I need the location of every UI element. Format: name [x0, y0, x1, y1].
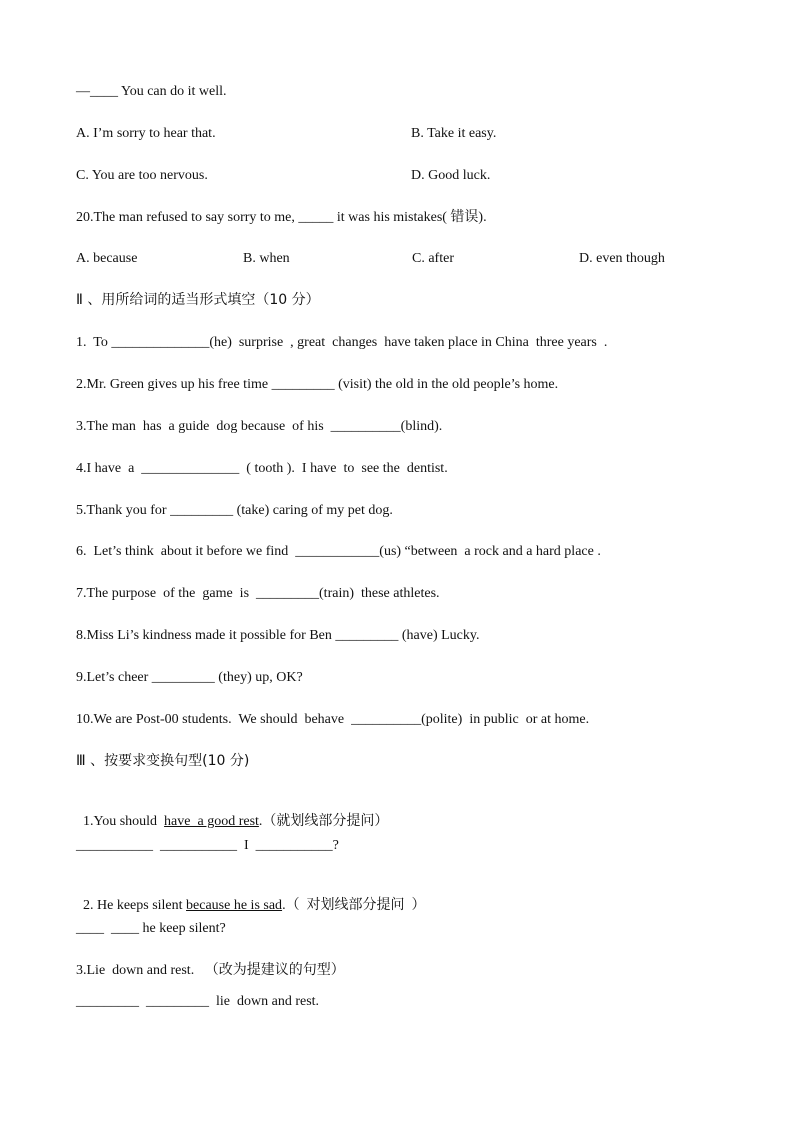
- section3-q2-post: .（ 对划线部分提问 ）: [282, 898, 426, 913]
- section2-item-1: 1. To ______________(he) surprise , great changes have taken place in China three years .: [76, 335, 608, 350]
- section3-q3-answer: _________ _________ lie down and rest.: [76, 994, 320, 1009]
- section3-q1: [76, 795, 388, 831]
- section3-q1-answer: ___________ ___________ I ___________?: [76, 838, 339, 853]
- q19-response: —____ You can do it well.: [76, 84, 227, 99]
- q20-option-c: C. after: [412, 251, 454, 266]
- q20-option-b: B. when: [243, 251, 290, 266]
- q20-stem: 20.The man refused to say sorry to me, _____ it was his mistakes( 错误).: [76, 210, 487, 225]
- section2-item-2: 2.Mr. Green gives up his free time _________ (visit) the old in the old people’s home.: [76, 377, 559, 392]
- section2-item-5: 5.Thank you for _________ (take) caring of my pet dog.: [76, 503, 393, 518]
- section3-q1-underlined: have a good rest: [164, 814, 259, 829]
- q19-option-b: B. Take it easy.: [411, 126, 497, 141]
- section3-q2-underlined: because he is sad: [186, 898, 283, 913]
- section2-item-4: 4.I have a ______________ ( tooth ). I have to see the dentist.: [76, 461, 448, 476]
- section3-q2-answer: ____ ____ he keep silent?: [76, 921, 226, 936]
- section2-item-8: 8.Miss Li’s kindness made it possible for Ben _________ (have) Lucky.: [76, 628, 480, 643]
- section3-q2: [76, 879, 426, 915]
- section3-q1-pre: 1.You should: [83, 814, 165, 829]
- section2-item-7: 7.The purpose of the game is _________(train) these athletes.: [76, 586, 440, 601]
- q20-option-a: A. because: [76, 251, 138, 266]
- section3-q1-post: .（就划线部分提问）: [258, 814, 389, 829]
- section2-item-9: 9.Let’s cheer _________ (they) up, OK?: [76, 670, 303, 685]
- section2-item-10: 10.We are Post-00 students. We should behave __________(polite) in public or at home.: [76, 712, 590, 727]
- section3-q3: 3.Lie down and rest. （改为提建议的句型）: [76, 963, 345, 978]
- q19-option-a: A. I’m sorry to hear that.: [76, 126, 216, 141]
- section3-title: Ⅲ 、按要求变换句型(10 分): [76, 753, 250, 769]
- q20-option-d: D. even though: [579, 251, 665, 266]
- q19-option-c: C. You are too nervous.: [76, 168, 208, 183]
- q19-option-d: D. Good luck.: [411, 168, 491, 183]
- section2-title: Ⅱ 、用所给词的适当形式填空（10 分）: [76, 292, 320, 308]
- section3-q2-pre: 2. He keeps silent: [83, 898, 187, 913]
- section2-item-3: 3.The man has a guide dog because of his __________(blind).: [76, 419, 443, 434]
- section2-item-6: 6. Let’s think about it before we find ____________(us) “between a rock and a hard place .: [76, 544, 601, 559]
